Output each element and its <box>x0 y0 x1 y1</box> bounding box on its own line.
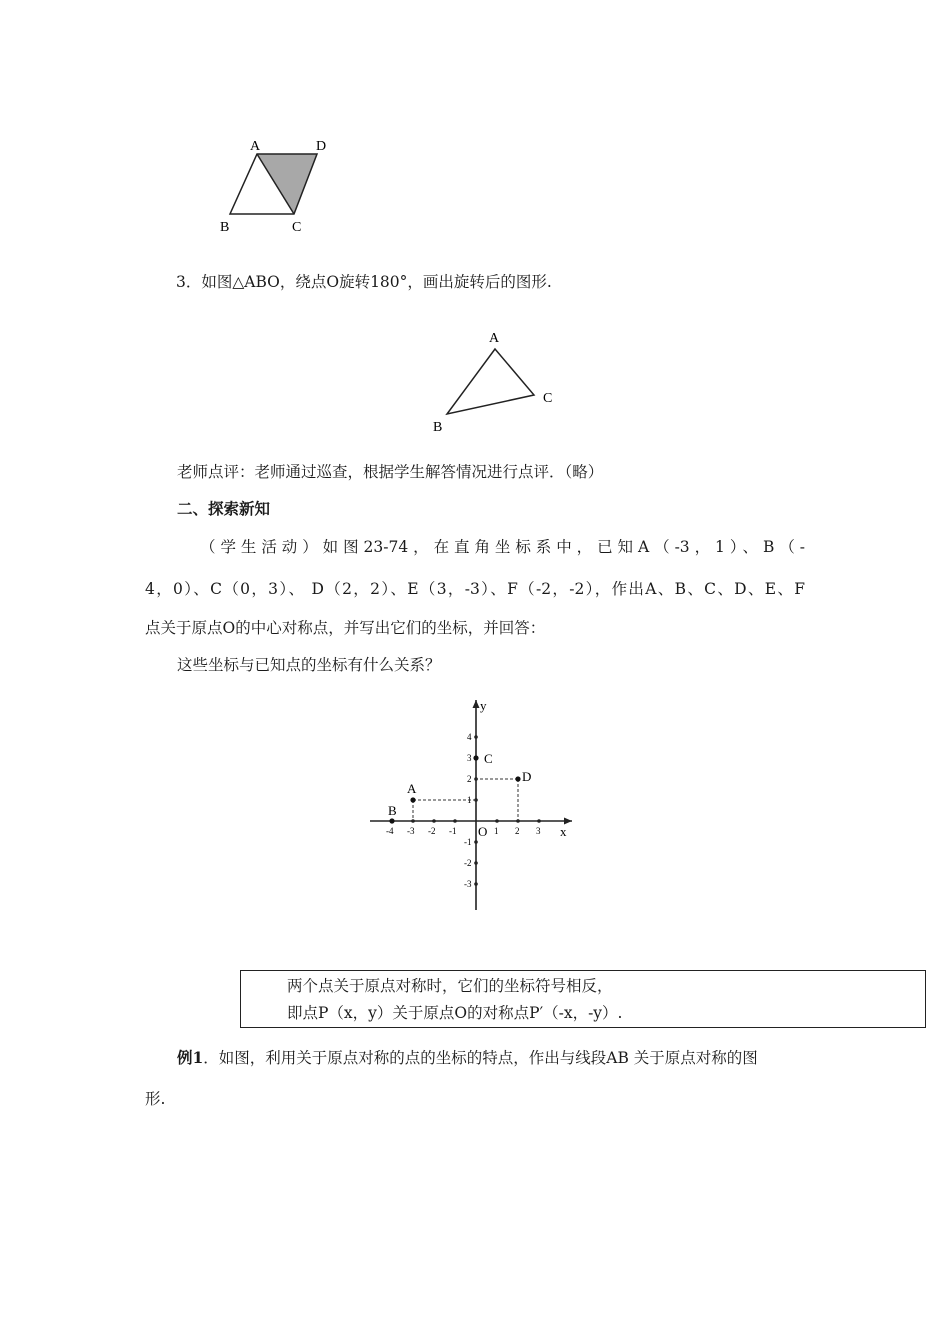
parallelogram-figure <box>210 130 340 240</box>
y-axis-arrow <box>473 700 480 708</box>
y-tick-label: 1 <box>467 795 472 805</box>
point-c <box>473 755 478 760</box>
point-label-d: D <box>522 769 532 784</box>
triangle-figure <box>425 325 565 440</box>
shaded-triangle-acd <box>257 154 317 214</box>
conclusion-line-1: 两个点关于原点对称时，它们的坐标符号相反， <box>287 977 613 995</box>
x-tick-dot <box>432 819 436 823</box>
vertex-label-c: C <box>292 220 302 235</box>
y-axis-label: y <box>480 698 487 713</box>
y-tick-label: -2 <box>464 858 472 868</box>
x-tick-label: -2 <box>428 826 436 836</box>
teacher-comment: 老师点评：老师通过巡查，根据学生解答情况进行点评．（略） <box>177 463 604 481</box>
y-tick-label: 4 <box>467 732 472 742</box>
y-tick-label: -1 <box>464 837 472 847</box>
y-tick-dot <box>474 861 478 865</box>
x-tick-label: 1 <box>494 826 499 836</box>
vertex-label-a: A <box>489 331 500 346</box>
y-tick-dot <box>474 882 478 886</box>
y-tick-label: -3 <box>464 879 472 889</box>
x-tick-dot <box>453 819 457 823</box>
x-axis-label: x <box>560 824 567 839</box>
point-label-a: A <box>407 781 417 796</box>
conclusion-box <box>240 970 926 1028</box>
example-1 <box>177 1047 758 1069</box>
x-tick-label: -3 <box>407 826 415 836</box>
x-tick-label: 3 <box>536 826 541 836</box>
example-1-continuation: 形. <box>145 1090 166 1108</box>
activity-line-2: 4，0）、C（0，3）、 D（2，2）、E（3，-3）、F（-2，-2），作出A、B、C、D、E、F <box>145 580 805 598</box>
vertex-label-b: B <box>433 420 443 435</box>
vertex-label-b: B <box>220 220 230 235</box>
activity-line-1: （学生活动）如图23-74，在直角坐标系中，已知A（-3，1）、B（- <box>200 538 805 556</box>
y-tick-dot <box>474 735 478 739</box>
point-d <box>515 776 520 781</box>
vertex-label-c: C <box>543 391 553 406</box>
y-tick-dot <box>474 840 478 844</box>
vertex-label-a: A <box>250 139 261 154</box>
example-1-text: ．如图，利用关于原点对称的点的坐标的特点，作出与线段AB 关于原点对称的图 <box>203 1049 758 1067</box>
conclusion-line-2: 即点P（x，y）关于原点O的对称点P′（-x，-y）. <box>287 1004 623 1022</box>
point-label-b: B <box>388 803 397 818</box>
x-tick-label: 2 <box>515 826 520 836</box>
origin-label: O <box>478 824 488 839</box>
x-tick-label: -1 <box>449 826 457 836</box>
activity-line-3: 点关于原点O的中心对称点，并写出它们的坐标，并回答： <box>145 619 546 637</box>
point-label-c: C <box>484 751 493 766</box>
section-title: 二、探索新知 <box>177 499 271 518</box>
question-3-text: 3．如图△ABO，绕点O旋转180°，画出旋转后的图形. <box>176 273 552 291</box>
y-tick-label: 3 <box>467 753 472 763</box>
x-tick-dot <box>537 819 541 823</box>
vertex-label-d: D <box>316 139 327 154</box>
point-b <box>389 818 394 823</box>
coordinate-plane <box>360 690 590 920</box>
example-1-prefix: 例1 <box>177 1048 204 1067</box>
x-tick-dot <box>495 819 499 823</box>
triangle-outline <box>447 349 534 414</box>
y-tick-label: 2 <box>467 774 472 784</box>
x-tick-label: -4 <box>386 826 394 836</box>
point-a <box>410 797 415 802</box>
activity-question: 这些坐标与已知点的坐标有什么关系？ <box>177 656 441 674</box>
